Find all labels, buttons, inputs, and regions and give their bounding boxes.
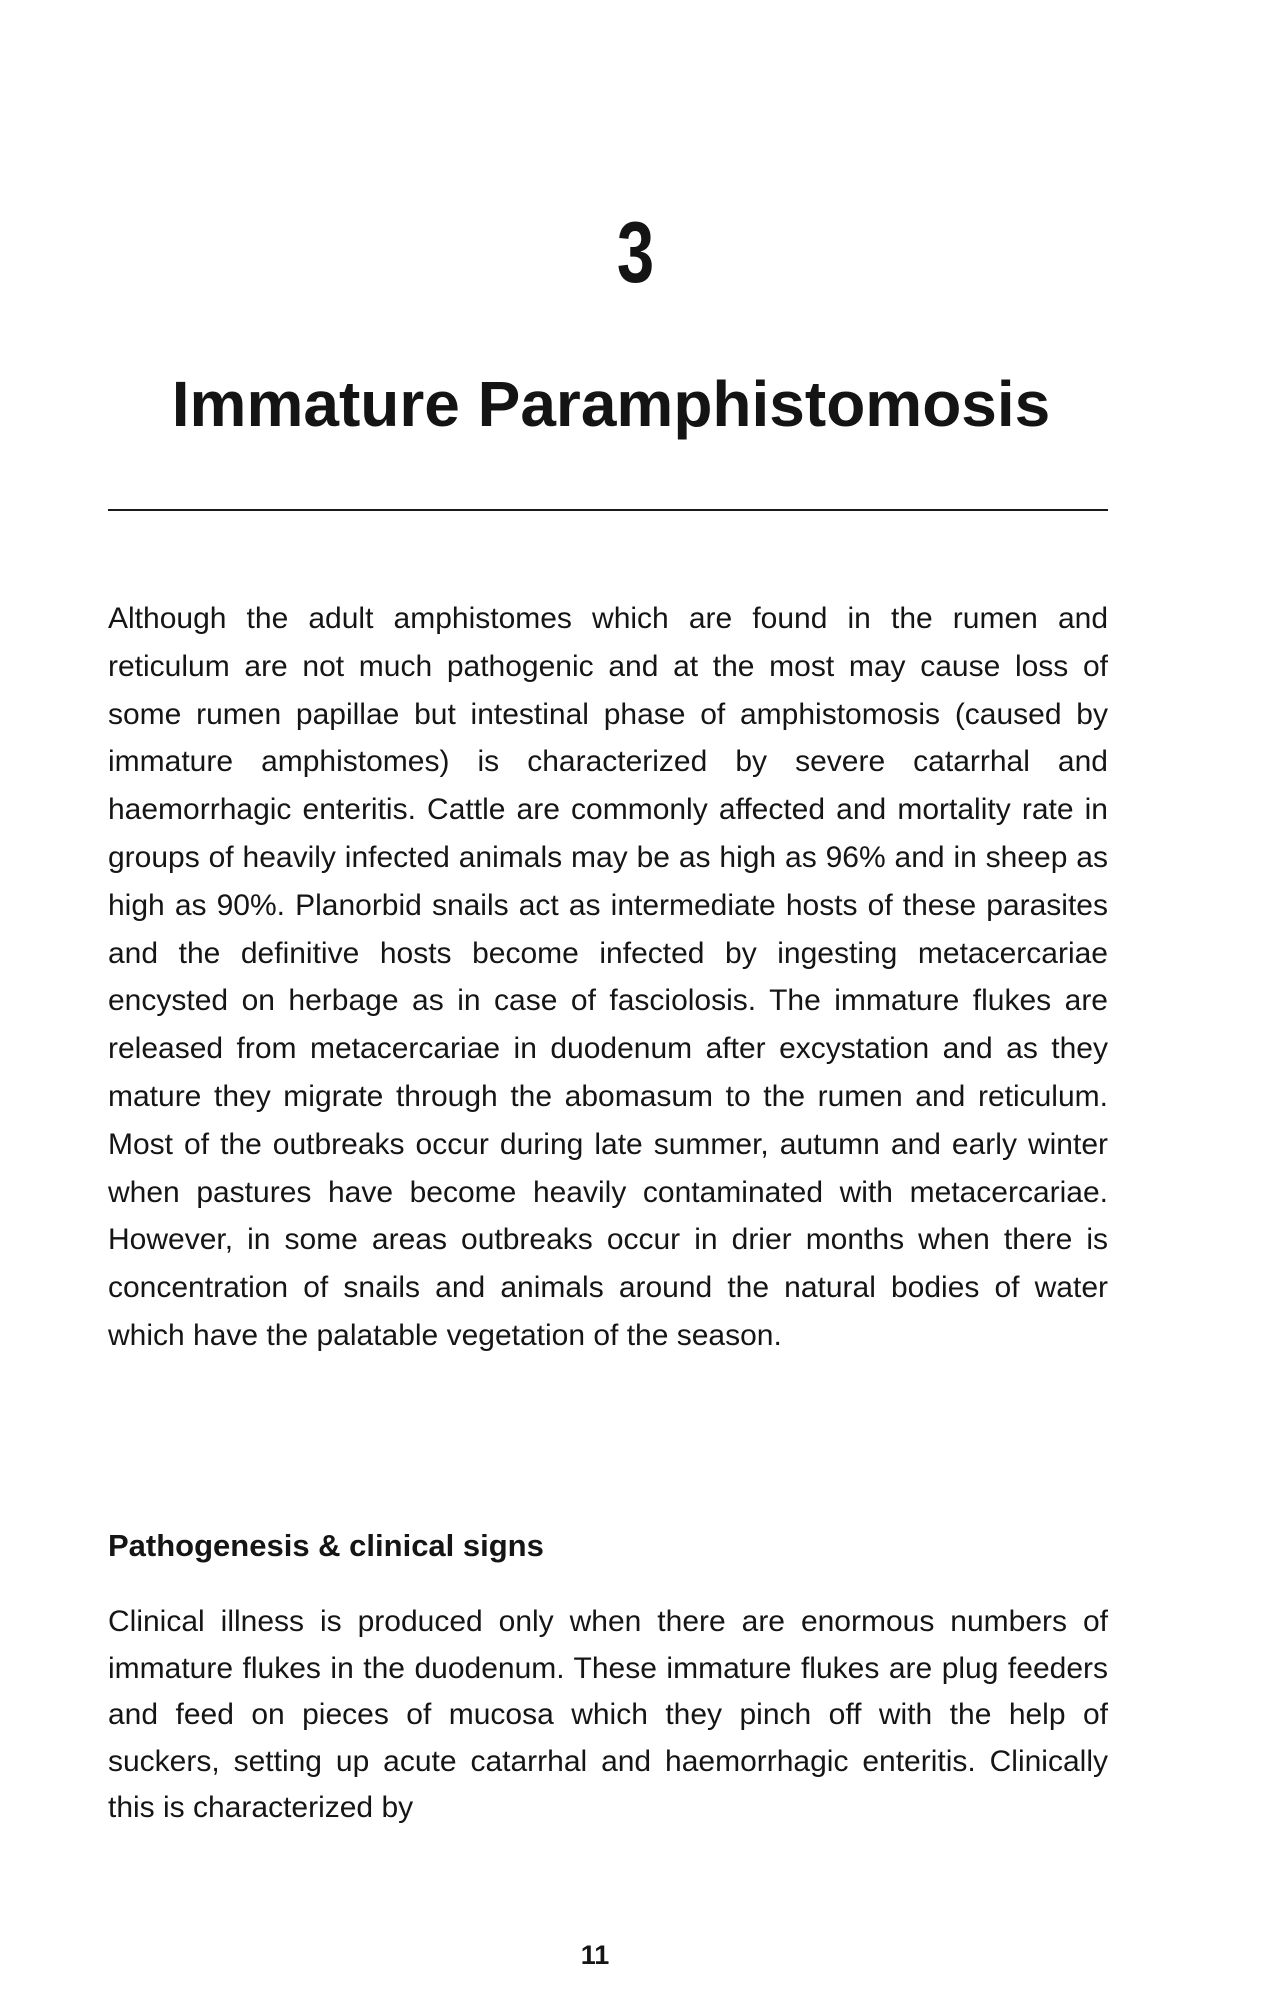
chapter-title: Immature Paramphistomosis bbox=[171, 368, 1051, 440]
intro-paragraph: Although the adult amphistomes which are found in the rumen and reticulum are not much pathogenic and at the most may cause loss of some rumen papillae but intestinal phase of amphistomosis (caused by immature amphistomes) is characterized by severe catarrhal and haemorrhagic enteritis. Cattle are commonly affected and mortality rate in groups of heavily infected animals may be as high as 96% and in sheep as high as 90%. Planorbid snails act as intermediate hosts of these parasites and the definitive hosts become infected by ingesting metacercariae encysted on herbage as in case of fasciolosis. The immature flukes are released from metacercariae in duodenum after excystation and as they mature they migrate through the abomasum to the rumen and reticulum. Most of the outbreaks occur during late summer, autumn and early winter when pastures have become heavily contaminated with metacercariae. However, in some areas outbreaks occur in drier months when there is concentration of snails and animals around the natural bodies of water which have the palatable vegetation of the season. bbox=[108, 602, 1108, 1352]
section-paragraph: Clinical illness is produced only when there are enormous numbers of immature flukes in the duodenum. These immature flukes are plug feeders and feed on pieces of mucosa which they pinch off with the help of suckers, setting up acute catarrhal and haemorrhagic enteritis. Clinically this is characterized by bbox=[108, 1605, 1108, 1825]
title-divider bbox=[108, 509, 1108, 511]
chapter-number: 3 bbox=[616, 205, 655, 301]
page-number: 11 bbox=[580, 1940, 610, 1970]
section-heading: Pathogenesis & clinical signs bbox=[108, 1528, 544, 1563]
